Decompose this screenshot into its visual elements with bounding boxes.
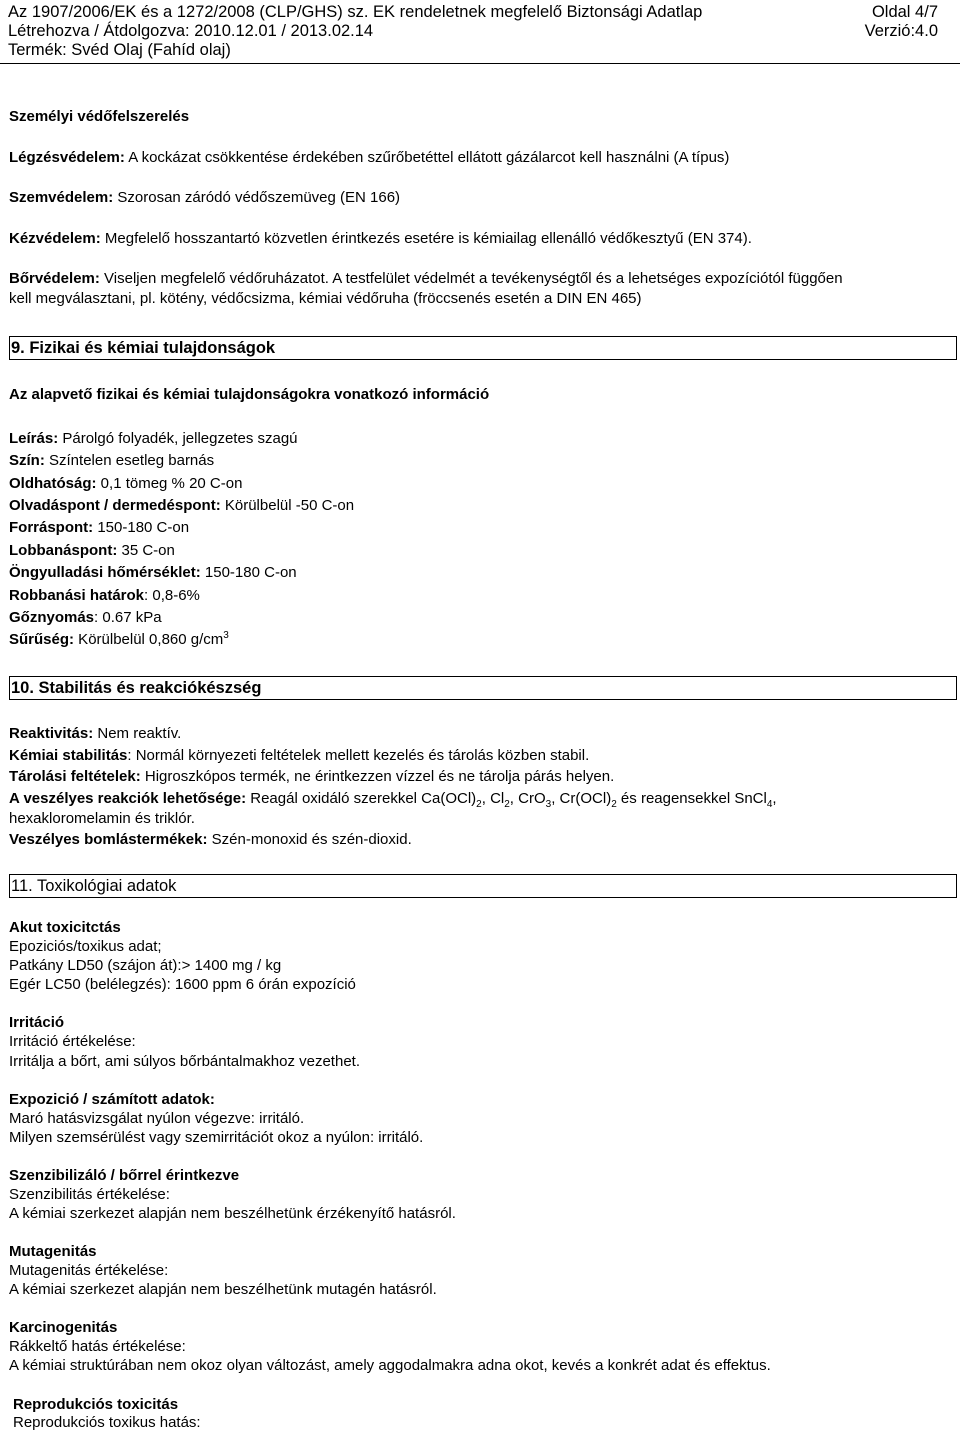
- tox-block-title: Expozició / számított adatok:: [9, 1091, 215, 1108]
- tox-line: Mutagenitás értékelése:: [9, 1262, 169, 1279]
- hazard-text: és reagensekkel SnCl: [616, 790, 767, 807]
- subscript: 2: [504, 799, 510, 810]
- hazard-text: , Cr(OCl): [551, 790, 612, 807]
- section-10-title: 10. Stabilitás és reakciókészség: [11, 679, 262, 697]
- property-value: 35 C-on: [117, 542, 175, 559]
- tox-block-title: Irritáció: [9, 1014, 65, 1031]
- property-value: Körülbelül 0,860 g/cm: [74, 631, 224, 648]
- property-value: 150-180 C-on: [93, 519, 190, 536]
- header-line-1: [8, 2, 938, 22]
- respiratory-text: A kockázat csökkentése érdekében szűrőbetéttel ellátott gázálarcot kell használni (A típus): [124, 149, 730, 166]
- eye-text: Szorosan záródó védőszemüveg (EN 166): [113, 189, 401, 206]
- decomp-label: Veszélyes bomlástermékek:: [9, 831, 208, 848]
- reactivity-label: Reaktivitás:: [9, 725, 94, 742]
- section-10-heading: [9, 676, 957, 700]
- hazard-label: A veszélyes reakciók lehetősége:: [9, 790, 247, 807]
- decomposition-products: [9, 831, 412, 849]
- property-row: [9, 542, 175, 560]
- skin-text-1: Viseljen megfelelő védőruházatot. A testfelület védelmét a tevékenységtől és a lehetséges expozíciótól függően: [99, 270, 843, 287]
- subscript: 2: [476, 799, 482, 810]
- respiratory-label: Légzésvédelem:: [9, 149, 125, 166]
- section-11-title: 11. Toxikológiai adatok: [11, 877, 177, 895]
- version: Verzió:4.0: [864, 22, 938, 40]
- product-name: Termék: Svéd Olaj (Fahíd olaj): [8, 41, 231, 59]
- property-row: [9, 430, 298, 448]
- property-label: Gőznyomás: [9, 609, 95, 626]
- ppe-title: Személyi védőfelszerelés: [9, 108, 190, 125]
- property-value: 0,1 tömeg % 20 C-on: [96, 475, 243, 492]
- skin-label: Bőrvédelem:: [9, 270, 100, 287]
- tox-line: A kémiai szerkezet alapján nem beszélhetünk érzékenyítő hatásról.: [9, 1205, 456, 1222]
- hand-text: Megfelelő hosszantartó közvetlen érintkezés esetére is kémiailag ellenálló védőkesztyű (EN 374).: [100, 230, 752, 247]
- chemical-stability: [9, 747, 589, 765]
- header-line-2: [8, 21, 938, 41]
- property-label: Robbanási határok: [9, 587, 145, 604]
- section-11-heading: [9, 874, 957, 898]
- eye-label: Szemvédelem:: [9, 189, 114, 206]
- section-9-heading: [9, 336, 957, 360]
- property-row: [9, 587, 200, 605]
- property-label: Olvadáspont / dermedéspont:: [9, 497, 221, 514]
- property-row: [9, 519, 189, 537]
- hazard-text: ,: [772, 790, 777, 807]
- property-row: [9, 609, 162, 627]
- superscript: 3: [223, 630, 229, 641]
- property-row: [9, 475, 242, 493]
- reactivity: [9, 725, 181, 743]
- skin-protection-cont: kell megválasztani, pl. kötény, védőcsizma, kémiai védőruha (fröccsenés esetén a DIN EN 465): [9, 290, 642, 307]
- property-row: [9, 452, 214, 470]
- property-label: Szín:: [9, 452, 45, 469]
- stability-text: : Normál környezeti feltételek mellett kezelés és tárolás közben stabil.: [127, 747, 590, 764]
- property-label: Lobbanáspont:: [9, 542, 118, 559]
- page-number: Oldal 4/7: [871, 3, 938, 21]
- property-row: [9, 564, 297, 582]
- tox-line: Reprodukciós toxikus hatás:: [13, 1414, 201, 1431]
- eye-protection: [9, 189, 400, 207]
- property-value: 150-180 C-on: [200, 564, 297, 581]
- respiratory-protection: [9, 149, 729, 167]
- tox-line: A kémiai szerkezet alapján nem beszélhetünk mutagén hatásról.: [9, 1281, 437, 1298]
- hazard-text: , CrO: [509, 790, 546, 807]
- hazard-text: Reagál oxidáló szerekkel Ca(OCl): [246, 790, 477, 807]
- property-value: : 0,8-6%: [144, 587, 200, 604]
- subscript: 2: [611, 799, 617, 810]
- hand-protection: [9, 230, 752, 248]
- tox-line: Szenzibilitás értékelése:: [9, 1186, 170, 1203]
- hand-label: Kézvédelem:: [9, 230, 101, 247]
- property-label: Forráspont:: [9, 519, 94, 536]
- property-row: [9, 631, 229, 649]
- tox-block-title: Karcinogenitás: [9, 1319, 118, 1336]
- subscript: 3: [545, 799, 552, 810]
- tox-block-title: Mutagenitás: [9, 1243, 97, 1260]
- hazardous-reactions: [9, 790, 777, 808]
- property-label: Leírás:: [9, 430, 59, 447]
- tox-line: Rákkeltő hatás értékelése:: [9, 1338, 186, 1355]
- subscript: 4: [766, 799, 773, 810]
- tox-line: Irritáció értékelése:: [9, 1033, 136, 1050]
- property-label: Öngyulladási hőmérséklet:: [9, 564, 201, 581]
- tox-line: Epoziciós/toxikus adat;: [9, 938, 162, 955]
- tox-line: Irritálja a bőrt, ami súlyos bőrbántalmakhoz vezethet.: [9, 1053, 360, 1070]
- tox-line: Patkány LD50 (szájon át):> 1400 mg / kg: [9, 957, 282, 974]
- hazard-text: , Cl: [481, 790, 505, 807]
- document-header: [0, 0, 960, 64]
- stability-label: Kémiai stabilitás: [9, 747, 128, 764]
- tox-line: Maró hatásvizsgálat nyúlon végezve: irritáló.: [9, 1110, 305, 1127]
- storage-conditions: [9, 768, 614, 786]
- property-value: Párolgó folyadék, jellegzetes szagú: [58, 430, 298, 447]
- tox-block-title: Reprodukciós toxicitás: [13, 1396, 179, 1413]
- section-9-subheading: Az alapvető fizikai és kémiai tulajdonságokra vonatkozó információ: [9, 386, 490, 403]
- tox-line: A kémiai struktúrában nem okoz olyan változást, amely aggodalmakra adna okot, kevés a konkrét adat és effektus.: [9, 1357, 771, 1374]
- hazardous-reactions-cont: hexakloromelamin és triklór.: [9, 810, 195, 827]
- property-label: Sűrűség:: [9, 631, 75, 648]
- tox-block-title: Szenzibilizáló / bőrrel érintkezve: [9, 1167, 240, 1184]
- tox-line: Egér LC50 (belélegzés): 1600 ppm 6 órán expozíció: [9, 976, 356, 993]
- tox-line: Milyen szemsérülést vagy szemirritációt okoz a nyúlon: irritáló.: [9, 1129, 424, 1146]
- property-value: : 0.67 kPa: [94, 609, 162, 626]
- storage-text: Higroszkópos termék, ne érintkezzen vízzel és ne tárolja párás helyen.: [140, 768, 615, 785]
- section-9-title: 9. Fizikai és kémiai tulajdonságok: [11, 339, 276, 357]
- regulation-reference: Az 1907/2006/EK és a 1272/2008 (CLP/GHS) sz. EK rendeletnek megfelelő Biztonsági Adatlap: [8, 3, 703, 21]
- storage-label: Tárolási feltételek:: [9, 768, 141, 785]
- revision-dates: Létrehozva / Átdolgozva: 2010.12.01 / 2013.02.14: [8, 22, 374, 40]
- header-line-3: [8, 40, 938, 60]
- decomp-text: Szén-monoxid és szén-dioxid.: [207, 831, 412, 848]
- skin-protection: [9, 270, 843, 288]
- property-row: [9, 497, 354, 515]
- property-value: Színtelen esetleg barnás: [44, 452, 215, 469]
- reactivity-text: Nem reaktív.: [93, 725, 182, 742]
- property-label: Oldhatóság:: [9, 475, 97, 492]
- property-value: Körülbelül -50 C-on: [220, 497, 355, 514]
- tox-block-title: Akut toxicitctás: [9, 919, 121, 936]
